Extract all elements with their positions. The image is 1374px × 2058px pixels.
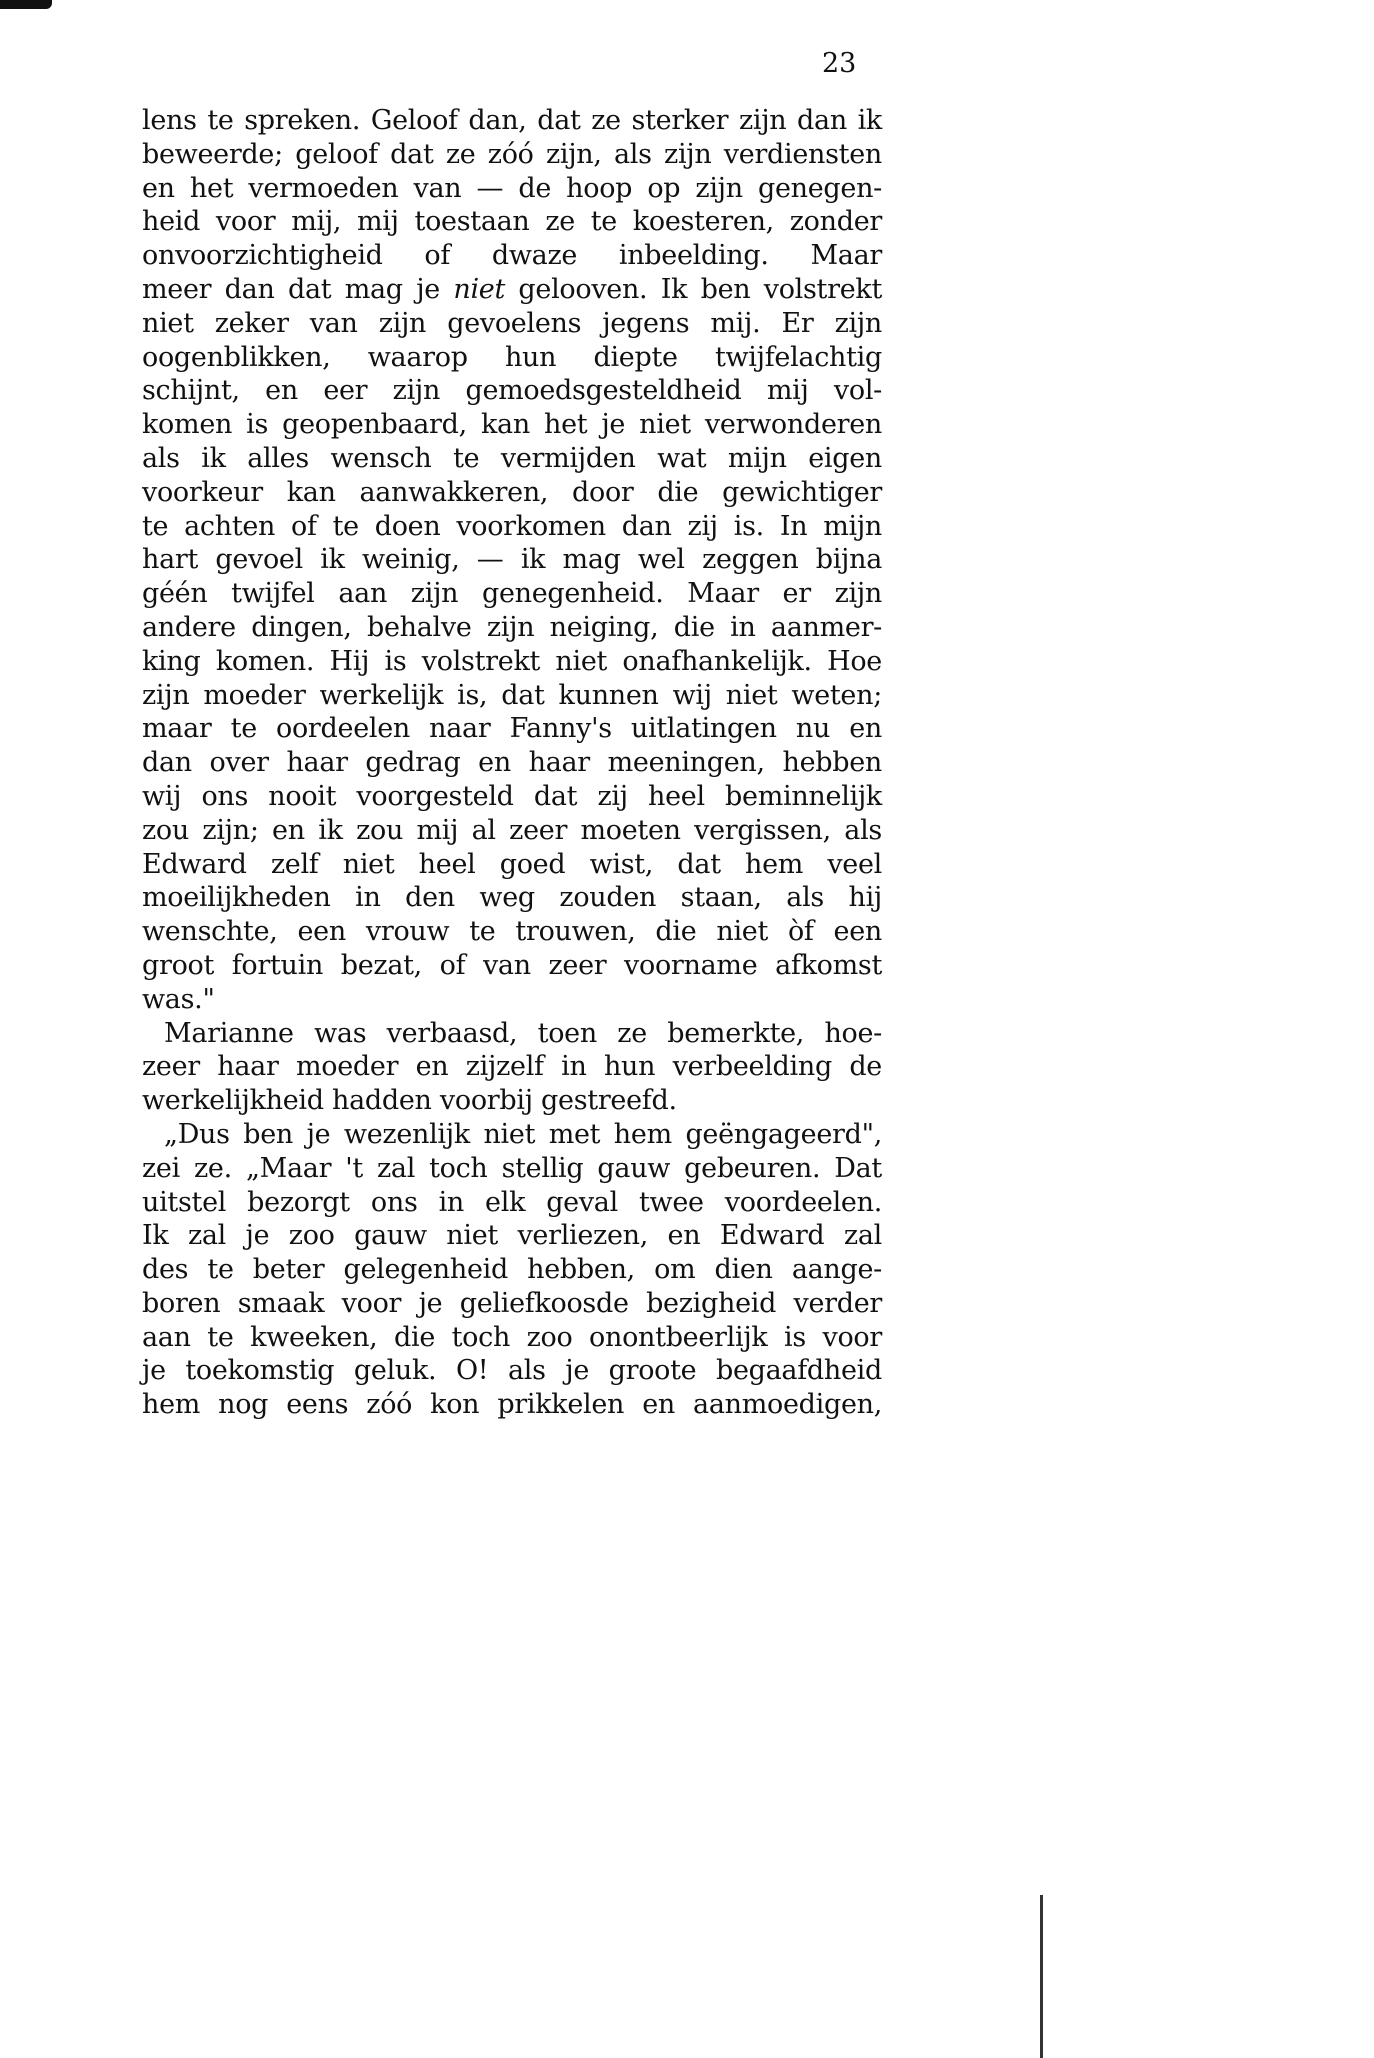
text-line: moeilijkheden in den weg zouden staan, als hij [142, 882, 882, 914]
text-line: en het vermoeden van — de hoop op zijn genegen- [142, 172, 882, 204]
text-line: onvoorzichtigheid of dwaze inbeelding. Maar [142, 240, 882, 272]
text-line: boren smaak voor je geliefkoosde bezigheid verder [142, 1287, 882, 1319]
text-line: was." [142, 983, 215, 1015]
scan-edge-mark [1040, 1895, 1043, 2058]
text-line: oogenblikken, waarop hun diepte twijfelachtig [142, 341, 882, 373]
text-line: werkelijkheid hadden voorbij gestreefd. [142, 1085, 677, 1117]
text-line: schijnt, en eer zijn gemoedsgesteldheid mij vol- [142, 375, 882, 407]
text-line: groot fortuin bezat, of van zeer voorname afkomst [142, 949, 882, 981]
page-number: 23 [822, 48, 857, 79]
text-line: heid voor mij, mij toestaan ze te koesteren, zonder [142, 206, 882, 238]
text-line: des te beter gelegenheid hebben, om dien aange- [142, 1254, 882, 1286]
text-line: hart gevoel ik weinig, — ik mag wel zeggen bijna [142, 544, 882, 576]
text-line: king komen. Hij is volstrekt niet onafhankelijk. Hoe [142, 645, 882, 677]
text-line: zou zijn; en ik zou mij al zeer moeten vergissen, als [142, 814, 882, 846]
text-line: Edward zelf niet heel goed wist, dat hem veel [142, 848, 882, 880]
text-line: meer dan dat mag je niet gelooven. Ik ben volstrekt [142, 273, 882, 305]
text-line: maar te oordeelen naar Fanny's uitlatingen nu en [142, 713, 882, 745]
text-line: beweerde; geloof dat ze zóó zijn, als zijn verdiensten [142, 138, 882, 170]
scan-corner-mark [0, 0, 52, 9]
text-line: komen is geopenbaard, kan het je niet verwonderen [142, 409, 882, 441]
text-line: andere dingen, behalve zijn neiging, die in aanmer- [142, 611, 882, 643]
text-line: Marianne was verbaasd, toen ze bemerkte, hoe- [164, 1017, 882, 1049]
text-line: „Dus ben je wezenlijk niet met hem geëngageerd", [164, 1118, 882, 1150]
text-line: géén twijfel aan zijn genegenheid. Maar er zijn [142, 578, 882, 610]
text-line: als ik alles wensch te vermijden wat mijn eigen [142, 442, 882, 474]
body-text [142, 104, 882, 1422]
text-line: aan te kweeken, die toch zoo onontbeerlijk is voor [142, 1321, 882, 1353]
text-line: dan over haar gedrag en haar meeningen, hebben [142, 747, 882, 779]
text-line: wenschte, een vrouw te trouwen, die niet òf een [142, 916, 882, 948]
text-line: te achten of te doen voorkomen dan zij is. In mijn [142, 510, 882, 542]
text-line: zei ze. „Maar 't zal toch stellig gauw gebeuren. Dat [142, 1152, 882, 1184]
emphasis: niet [453, 273, 506, 305]
text-line: je toekomstig geluk. O! als je groote begaafdheid [142, 1355, 882, 1387]
text-line: zijn moeder werkelijk is, dat kunnen wij niet weten; [142, 679, 882, 711]
text-line: niet zeker van zijn gevoelens jegens mij. Er zijn [142, 307, 882, 339]
text-line: wij ons nooit voorgesteld dat zij heel beminnelijk [142, 780, 882, 812]
text-line: voorkeur kan aanwakkeren, door die gewichtiger [142, 476, 882, 508]
text-line: uitstel bezorgt ons in elk geval twee voordeelen. [142, 1186, 882, 1218]
text-line: lens te spreken. Geloof dan, dat ze sterker zijn dan ik [142, 105, 882, 136]
text-line: hem nog eens zóó kon prikkelen en aanmoedigen, [142, 1389, 882, 1421]
text-line: Ik zal je zoo gauw niet verliezen, en Edward zal [142, 1220, 882, 1252]
text-line: zeer haar moeder en zijzelf in hun verbeelding de [142, 1051, 882, 1083]
